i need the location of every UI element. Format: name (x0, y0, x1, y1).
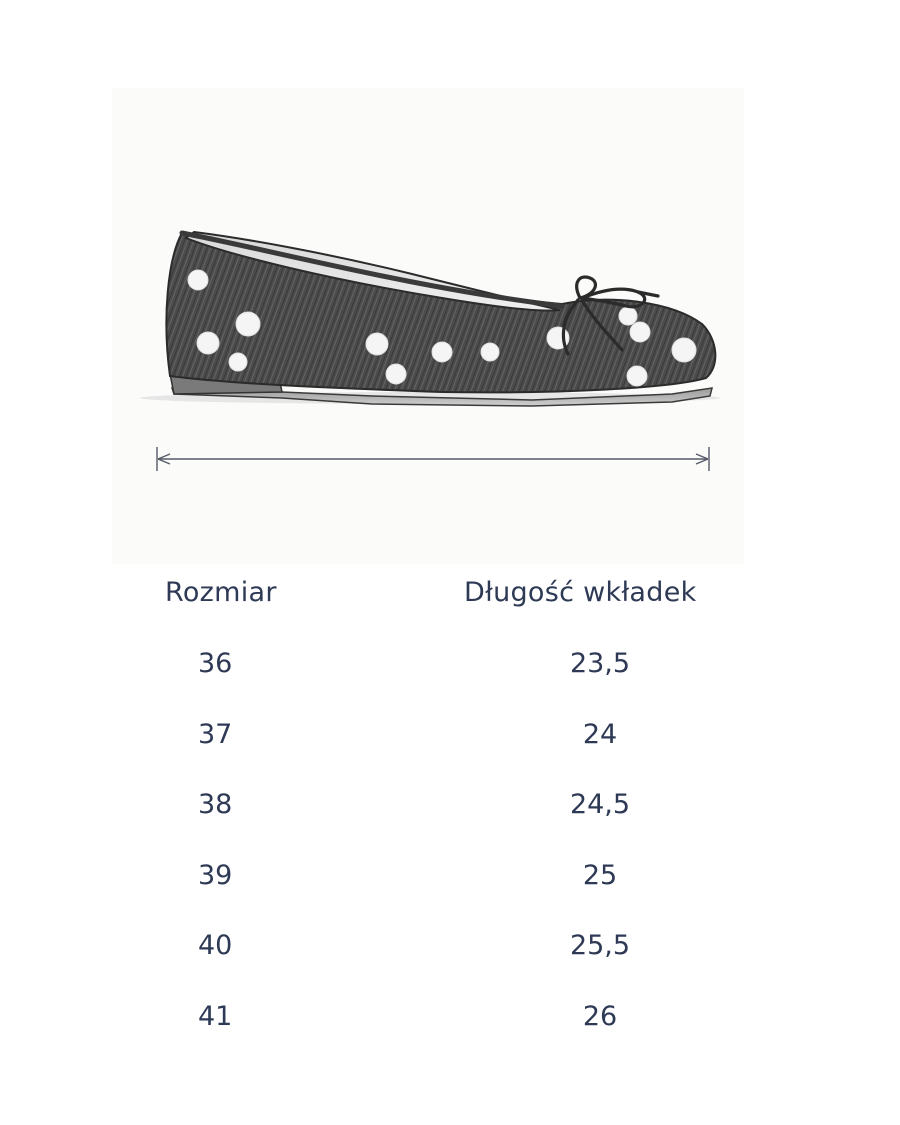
table-row (0, 859, 900, 893)
length-value: 26 (582, 1001, 618, 1032)
table-row (0, 647, 900, 681)
table-row (0, 788, 900, 822)
size-value: 37 (198, 719, 233, 750)
length-value: 24,5 (569, 789, 631, 820)
length-value: 25,5 (569, 930, 631, 961)
double-arrow-length-icon (150, 445, 716, 473)
size-value: 36 (198, 648, 233, 679)
ballet-flat-shoe-icon (112, 88, 744, 564)
size-value: 40 (198, 930, 233, 961)
shoe-illustration (112, 88, 744, 564)
size-value: 41 (198, 1001, 233, 1032)
header-insole-length: Długość wkładek (464, 577, 697, 608)
length-value: 23,5 (569, 648, 631, 679)
table-row (0, 1000, 900, 1034)
table-row (0, 718, 900, 752)
size-value: 38 (198, 789, 233, 820)
header-size: Rozmiar (165, 577, 277, 608)
size-value: 39 (198, 860, 233, 891)
length-value: 24 (582, 719, 618, 750)
table-row (0, 929, 900, 963)
length-value: 25 (582, 860, 618, 891)
